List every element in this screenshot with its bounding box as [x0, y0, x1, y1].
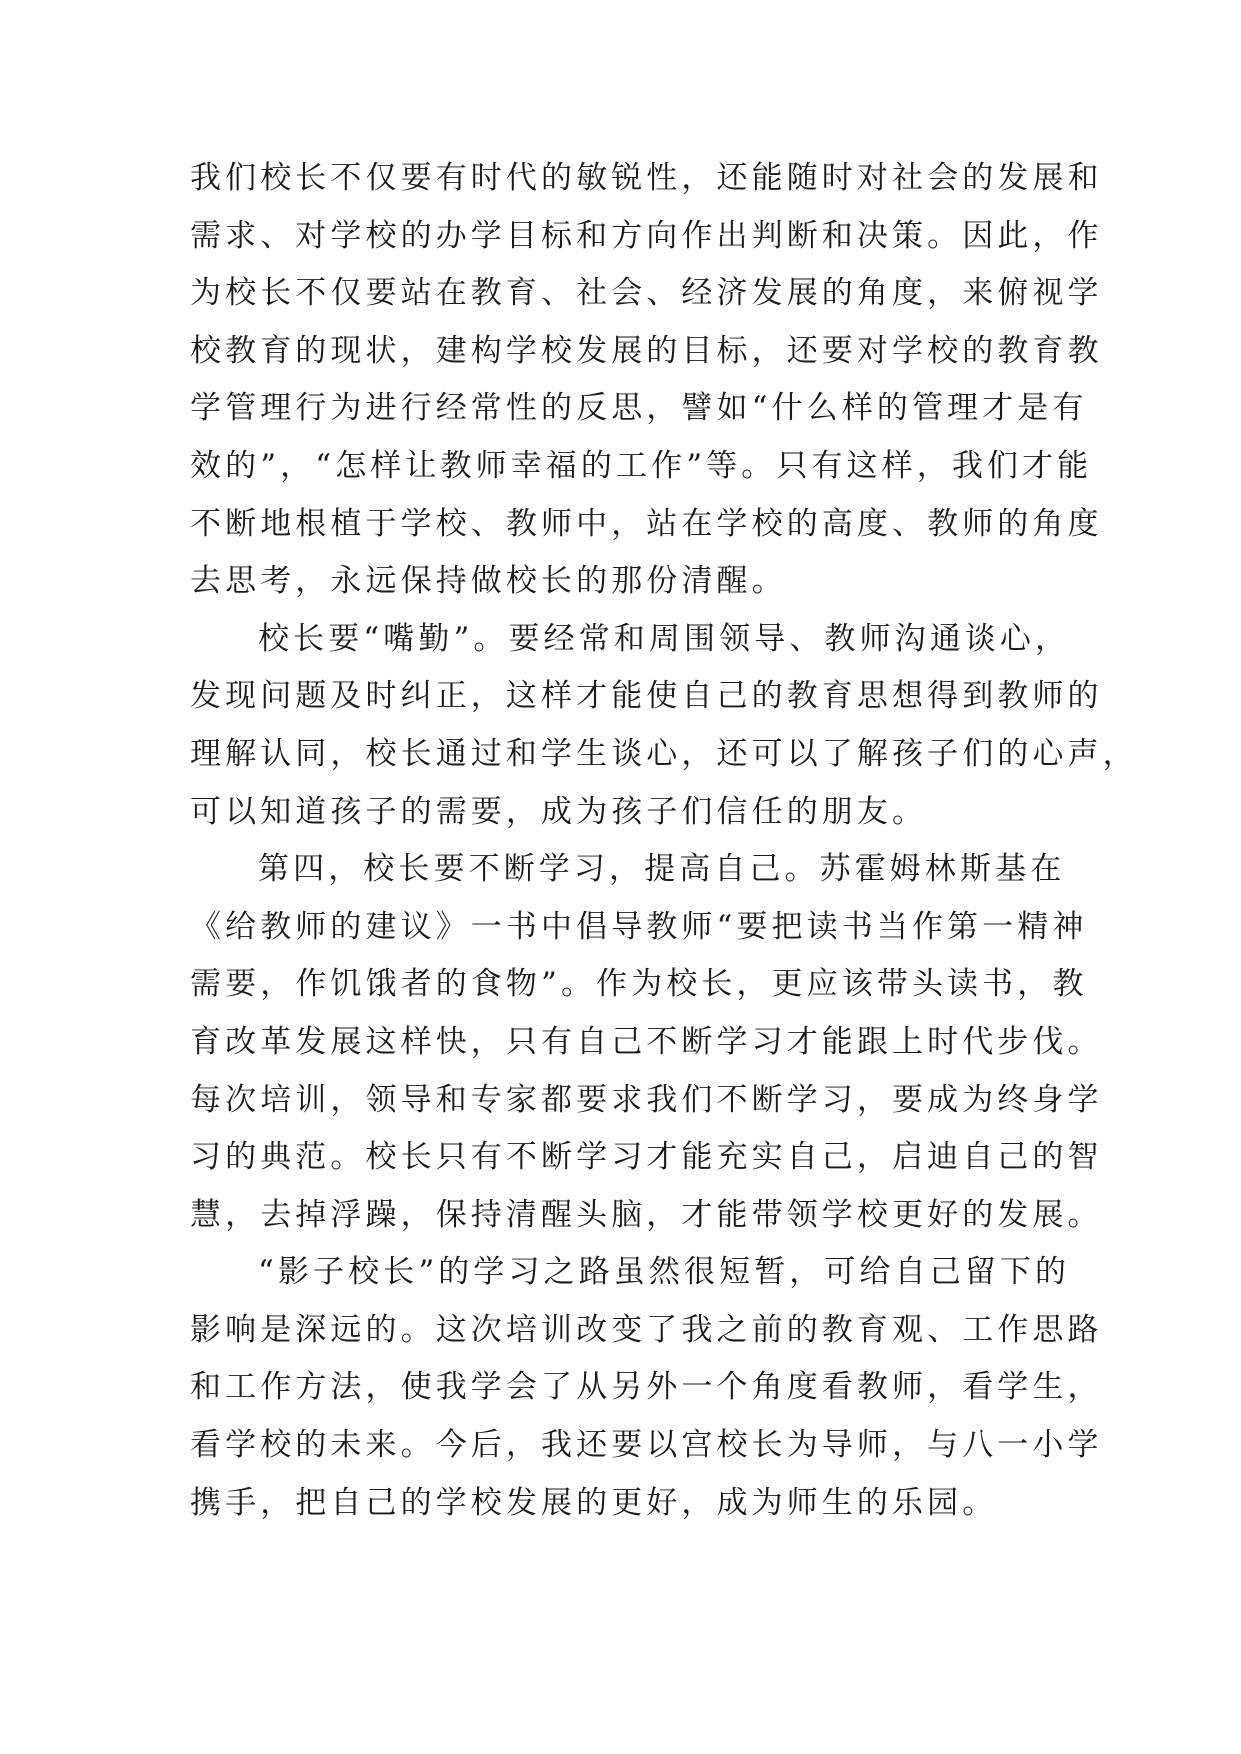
- text-line: 慧，去掉浮躁，保持清醒头脑，才能带领学校更好的发展。: [190, 1196, 1103, 1233]
- text-line: 效的”，“怎样让教师幸福的工作”等。只有这样，我们才能: [190, 447, 1093, 484]
- paragraph-4: [190, 1244, 1103, 1532]
- text-line: 去思考，永远保持做校长的那份清醒。: [190, 563, 787, 600]
- text-line: 校教育的现状，建构学校发展的目标，还要对学校的教育教: [190, 332, 1103, 369]
- paragraph-2: [190, 611, 1138, 841]
- text-line: 学管理行为进行经常性的反思，譬如“什么样的管理才是有: [190, 390, 1088, 427]
- text-line: 需要，作饥饿者的食物”。作为校长，更应该带头读书，教: [190, 966, 1088, 1003]
- text-line: 《给教师的建议》一书中倡导教师“要把读书当作第一精神: [190, 908, 1088, 945]
- document-body: [190, 150, 1138, 1532]
- text-line: 每次培训，领导和专家都要求我们不断学习，要成为终身学: [190, 1081, 1103, 1118]
- text-line: 为校长不仅要站在教育、社会、经济发展的角度，来俯视学: [190, 275, 1103, 312]
- paragraph-3: [190, 841, 1103, 1244]
- text-line: 理解认同，校长通过和学生谈心，还可以了解孩子们的心声，: [190, 735, 1138, 772]
- text-line: 我们校长不仅要有时代的敏锐性，还能随时对社会的发展和: [190, 160, 1103, 196]
- text-line: 可以知道孩子的需要，成为孩子们信任的朋友。: [190, 793, 928, 830]
- text-line: 看学校的未来。今后，我还要以宫校长为导师，与八一小学: [190, 1427, 1103, 1464]
- text-line: 第四，校长要不断学习，提高自己。苏霍姆林斯基在: [258, 851, 1066, 888]
- text-line: 发现问题及时纠正，这样才能使自己的教育思想得到教师的: [190, 678, 1103, 715]
- text-line: 影响是深远的。这次培训改变了我之前的教育观、工作思路: [190, 1311, 1103, 1348]
- text-line: 习的典范。校长只有不断学习才能充实自己，启迪自己的智: [190, 1139, 1103, 1176]
- text-line: 校长要“嘴勤”。要经常和周围领导、教师沟通谈心，: [258, 620, 1071, 657]
- paragraph-1: [190, 150, 1103, 611]
- text-line: 和工作方法，使我学会了从另外一个角度看教师，看学生，: [190, 1369, 1103, 1406]
- text-line: 不断地根植于学校、教师中，站在学校的高度、教师的角度: [190, 505, 1103, 542]
- text-line: “影子校长”的学习之路虽然很短暂，可给自己留下的: [258, 1254, 1071, 1291]
- text-line: 育改革发展这样快，只有自己不断学习才能跟上时代步伐。: [190, 1023, 1103, 1060]
- text-line: 携手，把自己的学校发展的更好，成为师生的乐园。: [190, 1484, 998, 1521]
- text-line: 需求、对学校的办学目标和方向作出判断和决策。因此，作: [190, 217, 1103, 254]
